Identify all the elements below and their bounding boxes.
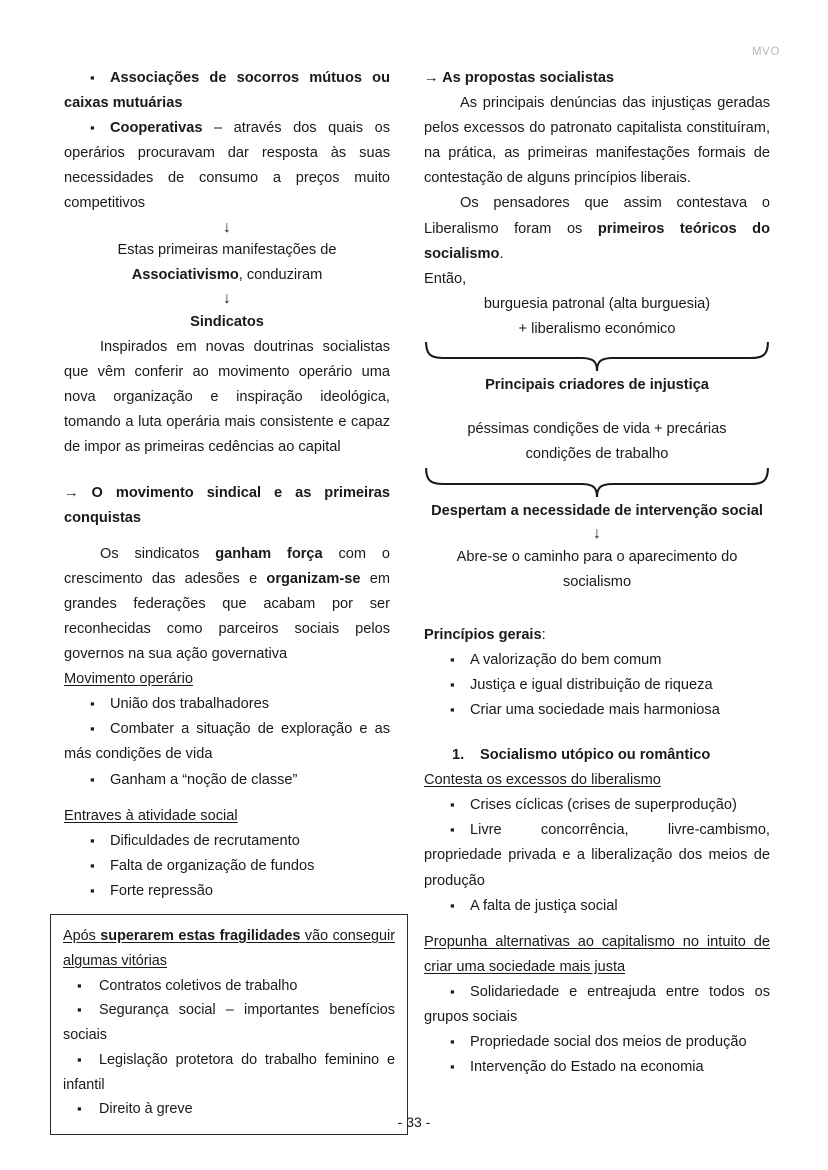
brace2-shape-wrap bbox=[424, 468, 770, 498]
brace1-line-2: + liberalismo económico bbox=[518, 320, 676, 337]
numbered-index: 1. bbox=[452, 747, 465, 764]
heading-movimento-sindical: → O movimento sindical e as primeiras conquistas bbox=[64, 484, 390, 526]
list-item-label: Livre concorrência, livre-cambismo, propriedade privada e a liberalização dos meios de produção bbox=[424, 822, 770, 889]
bullet-text: – através dos quais os operários procuravam dar resposta às suas necessidades de consumo a preços muito competitivos bbox=[64, 120, 390, 212]
t-a: Os sindicatos bbox=[100, 545, 216, 562]
list-item-label: Falta de organização de fundos bbox=[110, 857, 315, 874]
flow3-line-1: Abre-se o caminho para o aparecimento do bbox=[456, 548, 738, 565]
bullet-marker-icon bbox=[63, 998, 99, 1023]
bullet-marker-icon bbox=[424, 818, 470, 843]
t-c: com o crescimento das adesões e bbox=[64, 545, 391, 587]
list-item bbox=[424, 894, 770, 919]
numbered-heading-socialismo-utopico bbox=[424, 743, 770, 768]
entao-label: Então, bbox=[424, 270, 467, 287]
list-item-label: Contratos coletivos de trabalho bbox=[99, 977, 298, 994]
box-title-a: Após bbox=[63, 928, 101, 944]
bullet-marker-icon bbox=[424, 980, 470, 1005]
heading-propostas-socialistas: → As propostas socialistas bbox=[424, 70, 615, 86]
movimento-operario-list bbox=[64, 692, 390, 792]
bullet-marker-icon bbox=[424, 673, 470, 698]
bullet-marker-icon bbox=[64, 66, 110, 91]
t-e: em grandes federações que acabam por ser reconhecidas como parceiros sociais pelos governos na sua ação governativa bbox=[64, 570, 391, 663]
list-item bbox=[64, 717, 390, 767]
bullet-marker-icon bbox=[424, 698, 470, 723]
list-item-label: Combater a situação de exploração e as más condições de vida bbox=[64, 721, 390, 763]
subheading-contesta: Contesta os excessos do liberalismo bbox=[424, 772, 661, 789]
list-item-label: Criar uma sociedade mais harmoniosa bbox=[470, 701, 720, 718]
box-list bbox=[63, 974, 395, 1123]
numbered-title: Socialismo utópico ou romântico bbox=[480, 747, 711, 764]
bullet-marker-icon bbox=[424, 1055, 470, 1080]
flow3-line-2: socialismo bbox=[562, 573, 632, 590]
flow-sindicatos-label: Sindicatos bbox=[190, 313, 264, 330]
bullet-marker-icon bbox=[64, 116, 110, 141]
list-item-label: Segurança social – importantes benefícios sociais bbox=[63, 1002, 395, 1044]
arrow-down-icon: ↓ bbox=[593, 524, 601, 542]
bullet-marker-icon bbox=[63, 974, 99, 999]
t-b: ganham força bbox=[215, 545, 323, 562]
list-item bbox=[424, 648, 770, 673]
t-a: Os pensadores que assim contestava o Liberalismo foram os bbox=[424, 195, 770, 237]
list-item bbox=[424, 1030, 770, 1055]
right-column bbox=[414, 66, 828, 1135]
list-item bbox=[424, 980, 770, 1030]
list-item-label: Direito à greve bbox=[99, 1101, 193, 1118]
list-item-label: Solidariedade e entreajuda entre todos os grupos sociais bbox=[424, 983, 770, 1025]
bullet-marker-icon bbox=[64, 768, 110, 793]
t-c: . bbox=[499, 245, 504, 262]
list-item bbox=[63, 974, 395, 999]
bullet-marker-icon bbox=[424, 648, 470, 673]
box-title-b: superarem estas fragilidades bbox=[100, 928, 301, 944]
list-item bbox=[64, 854, 390, 879]
curly-brace-icon bbox=[424, 342, 770, 372]
list-item bbox=[63, 998, 395, 1048]
arrow-down-icon: ↓ bbox=[223, 218, 231, 236]
list-item bbox=[424, 793, 770, 818]
paragraph-sindicatos-forca bbox=[64, 542, 390, 667]
list-item-label: Propriedade social dos meios de produção bbox=[470, 1034, 747, 1051]
propunha-list bbox=[424, 980, 770, 1080]
list-item bbox=[64, 768, 390, 793]
bullet-marker-icon bbox=[424, 894, 470, 919]
list-item bbox=[63, 1048, 395, 1098]
highlight-box-vitorias bbox=[50, 914, 408, 1135]
paragraph-denuncias: As principais denúncias das injustiças geradas pelos excessos do patronato capitalista constituíram, na prática, as primeiras manifestações formais de contestação de alguns princípios liberais. bbox=[424, 95, 770, 187]
brace1-caption: Principais criadores de injustiça bbox=[485, 377, 709, 394]
list-item-label: A falta de justiça social bbox=[470, 897, 618, 914]
paragraph-sindicatos: Inspirados em novas doutrinas socialistas que vêm conferir ao movimento operário uma nova organização e inspiração ideológica, tomando a luta operária mais consistente e capaz de impor as primeiras cedências ao capital bbox=[64, 339, 390, 456]
subheading-movimento-operario: Movimento operário bbox=[64, 671, 193, 688]
list-item-label: Legislação protetora do trabalho feminino e infantil bbox=[63, 1051, 395, 1093]
list-item-label: Justiça e igual distribuição de riqueza bbox=[470, 676, 713, 693]
flow-line-1: Estas primeiras manifestações de bbox=[117, 242, 337, 259]
list-item bbox=[64, 879, 390, 904]
list-item-label: Intervenção do Estado na economia bbox=[470, 1059, 704, 1076]
paragraph-pensadores bbox=[424, 191, 770, 266]
list-item bbox=[424, 698, 770, 723]
list-item bbox=[424, 673, 770, 698]
list-item bbox=[424, 1055, 770, 1080]
list-item bbox=[64, 692, 390, 717]
box-title bbox=[63, 924, 395, 974]
list-item-label: Ganham a “noção de classe” bbox=[110, 771, 298, 788]
list-item bbox=[424, 818, 770, 893]
left-intro-bullets bbox=[64, 66, 390, 217]
bullet-marker-icon bbox=[64, 854, 110, 879]
list-item bbox=[64, 829, 390, 854]
running-header: MVO bbox=[752, 46, 780, 58]
bullet-marker-icon bbox=[424, 1030, 470, 1055]
brace2-line-2: condições de trabalho bbox=[525, 446, 669, 463]
brace-diagram-1 bbox=[424, 292, 770, 398]
subheading-propunha: Propunha alternativas ao capitalismo no intuito de criar uma sociedade mais justa bbox=[424, 933, 770, 975]
list-item-label: Dificuldades de recrutamento bbox=[110, 832, 300, 849]
list-item bbox=[64, 116, 390, 216]
brace2-line-1: péssimas condições de vida + precárias bbox=[467, 421, 727, 438]
brace2-caption: Despertam a necessidade de intervenção social bbox=[431, 502, 763, 519]
flow-line-2-rest: , conduziram bbox=[238, 267, 323, 284]
principios-gerais-colon: : bbox=[541, 626, 546, 643]
list-item bbox=[64, 66, 390, 116]
entraves-list bbox=[64, 829, 390, 904]
list-item-label: União dos trabalhadores bbox=[110, 696, 270, 713]
bullet-text-bold: Associações de socorros mútuos ou caixas mutuárias bbox=[64, 70, 390, 112]
bullet-marker-icon bbox=[64, 717, 110, 742]
bullet-marker-icon bbox=[424, 793, 470, 818]
subheading-entraves: Entraves à atividade social bbox=[64, 807, 238, 824]
flow-line-2-bold: Associativismo bbox=[131, 267, 239, 284]
left-column bbox=[0, 66, 414, 1135]
two-column-body bbox=[0, 66, 828, 1135]
list-item-label: Forte repressão bbox=[110, 882, 214, 899]
brace1-line-1: burguesia patronal (alta burguesia) bbox=[483, 295, 711, 312]
principios-gerais-bold: Princípios gerais bbox=[424, 626, 542, 643]
arrow-down-icon: ↓ bbox=[223, 290, 231, 308]
brace1-shape-wrap bbox=[424, 342, 770, 372]
principios-gerais-list bbox=[424, 648, 770, 723]
bullet-text-bold: Cooperativas bbox=[110, 120, 203, 137]
page-number-footer: - 33 - bbox=[397, 1114, 431, 1130]
bullet-marker-icon bbox=[64, 692, 110, 717]
principios-gerais-label bbox=[424, 623, 770, 648]
bullet-marker-icon bbox=[64, 879, 110, 904]
t-b: primeiros teóricos do socialismo bbox=[424, 220, 770, 262]
brace-diagram-2 bbox=[424, 417, 770, 523]
t-d: organizam-se bbox=[266, 570, 361, 587]
bullet-marker-icon bbox=[63, 1048, 99, 1073]
list-item-label: A valorização do bem comum bbox=[470, 651, 662, 668]
list-item-label: Crises cíclicas (crises de superprodução) bbox=[470, 797, 737, 814]
flow-line-2 bbox=[64, 263, 390, 288]
contesta-list bbox=[424, 793, 770, 918]
bullet-marker-icon bbox=[64, 829, 110, 854]
box-title-c: vão conseguir algumas vitórias bbox=[63, 928, 395, 969]
curly-brace-icon bbox=[424, 468, 770, 498]
